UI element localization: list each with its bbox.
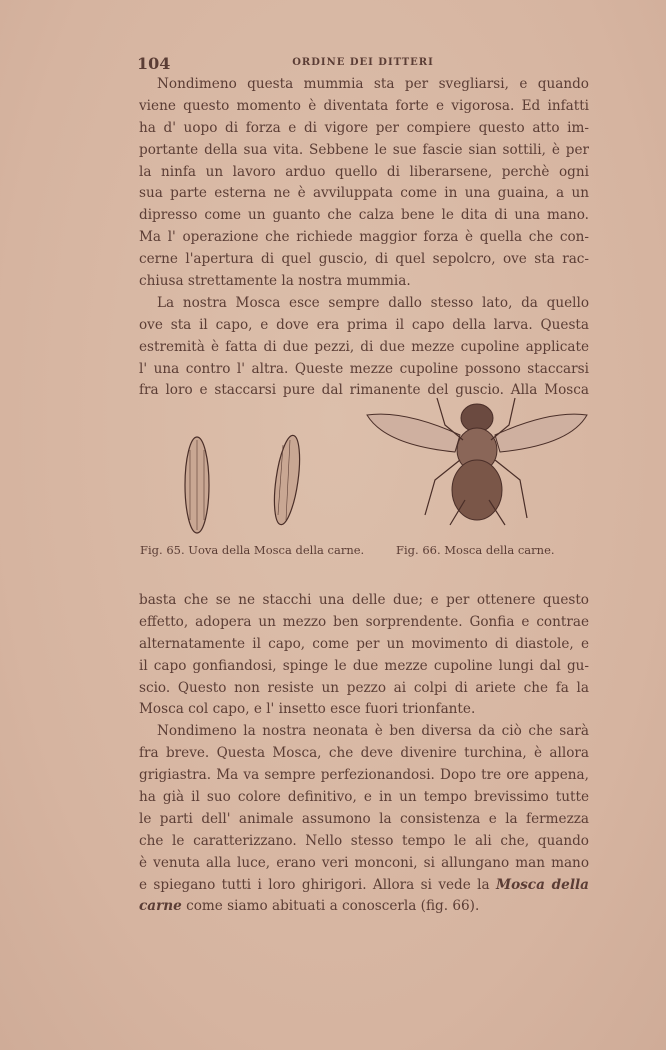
text-line: chiusa strettamente la nostra mummia. xyxy=(139,273,411,290)
fig65-caption: Fig. 65. Uova della Mosca della carne. xyxy=(140,543,365,557)
text-line: le parti dell' animale assumono la consistenza e la fermezza xyxy=(139,810,589,827)
text-line: cerne l'apertura di quel guscio, di quel sepolcro, ove sta rac- xyxy=(139,251,589,268)
running-header xyxy=(137,54,589,74)
text-line xyxy=(139,896,589,918)
text-block-top xyxy=(139,74,589,402)
text-block-bottom xyxy=(139,590,589,918)
text-line: il capo gonfiandosi, spinge le due mezze cupoline lungi dal gu- xyxy=(139,657,589,674)
text-line: la ninfa un lavoro arduo quello di liberarsene, perchè ogni xyxy=(139,163,589,180)
running-title: ORDINE DEI DITTERI xyxy=(292,57,434,68)
text-line: Mosca col capo, e l' insetto esce fuori trionfante. xyxy=(139,701,476,718)
text-line: basta che se ne stacchi una delle due; e per ottenere questo xyxy=(139,592,589,608)
text-span: come siamo abituati a conoscerla (fig. 66). xyxy=(181,898,480,915)
text-line: scio. Questo non resiste un pezzo ai colpi di ariete che fa la xyxy=(139,679,589,696)
text-line: che le caratterizzano. Nello stesso tempo le ali che, quando xyxy=(139,832,589,849)
text-line: ove sta il capo, e dove era prima il capo della larva. Questa xyxy=(139,316,589,333)
fig66-caption: Fig. 66. Mosca della carne. xyxy=(396,543,555,557)
text-line: alternatamente il capo, come per un movimento di diastole, e xyxy=(139,635,589,652)
text-line: fra breve. Questa Mosca, che deve divenire turchina, è allora xyxy=(139,745,589,762)
text-line: grigiastra. Ma va sempre perfezionandosi. Dopo tre ore appena, xyxy=(139,767,589,784)
text-line: sua parte esterna ne è avviluppata come in una guaina, a un xyxy=(139,185,589,202)
text-line: ha già il suo colore definitivo, e in un tempo brevissimo tutte xyxy=(139,789,589,806)
italic-term: carne xyxy=(139,898,182,915)
text-line: dipresso come un guanto che calza bene le dita di una mano. xyxy=(139,207,589,224)
text-line: portante della sua vita. Sebbene le sue fascie sian sottili, è per xyxy=(139,141,589,158)
text-line: fra loro e staccarsi pure dal rimanente del guscio. Alla Mosca xyxy=(139,382,589,399)
egg-illustration xyxy=(170,425,320,545)
text-line: Ma l' operazione che richiede maggior forza è quella che con- xyxy=(139,229,589,246)
text-line: estremità è fatta di due pezzi, di due mezze cupoline applicate xyxy=(139,338,589,355)
text-line: è venuta alla luce, erano veri monconi, si allungano man mano xyxy=(139,854,589,871)
text-line: ha d' uopo di forza e di vigore per compiere questo atto im- xyxy=(139,119,589,136)
text-line: La nostra Mosca esce sempre dallo stesso lato, da quello xyxy=(157,294,589,311)
text-line: effetto, adopera un mezzo ben sorprendente. Gonfia e contrae xyxy=(139,613,589,630)
fly-illustration xyxy=(365,390,590,535)
italic-term: Mosca della xyxy=(496,876,589,893)
page-number: 104 xyxy=(137,54,171,73)
text-line: viene questo momento è diventata forte e vigorosa. Ed infatti xyxy=(139,97,589,114)
text-line: l' una contro l' altra. Queste mezze cupoline possono staccarsi xyxy=(139,360,589,377)
text-line: Nondimeno questa mummia sta per svegliarsi, e quando xyxy=(157,76,589,92)
text-line xyxy=(139,875,589,897)
text-line: Nondimeno la nostra neonata è ben diversa da ciò che sarà xyxy=(157,723,589,740)
text-span: e spiegano tutti i loro ghirigori. Allora si vede la xyxy=(139,876,490,893)
